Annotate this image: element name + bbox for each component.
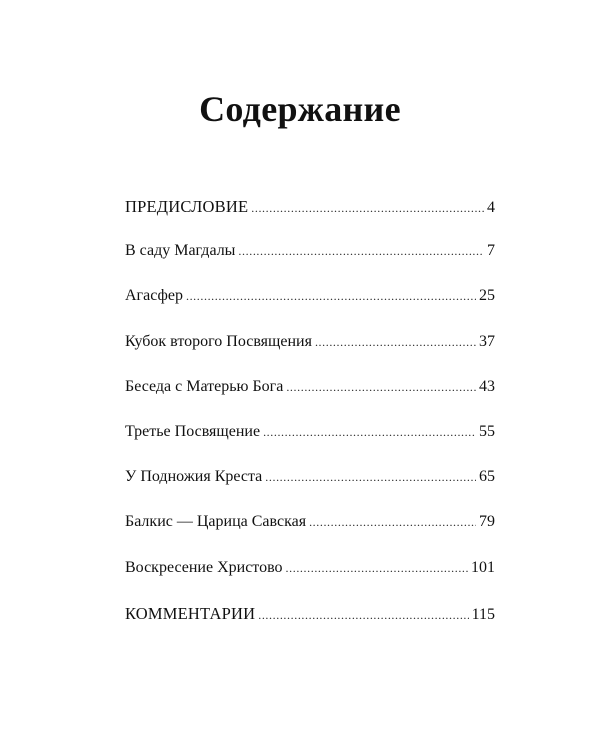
table-of-contents	[125, 197, 495, 649]
toc-entry-label: У Подножия Креста	[125, 468, 263, 486]
dot-leader	[238, 244, 484, 259]
toc-entry-resurrection	[125, 559, 495, 604]
dot-leader	[286, 380, 476, 395]
page-title: Содержание	[199, 89, 401, 129]
toc-entry-magdala-garden	[125, 242, 495, 287]
dot-leader	[258, 608, 468, 623]
toc-entry-foot-of-cross	[125, 468, 495, 513]
dot-leader	[315, 335, 476, 350]
toc-entry-label: КОММЕНТАРИИ	[125, 603, 256, 623]
toc-entry-label: Беседа с Матерью Бога	[125, 377, 284, 395]
toc-entry-page: 65	[479, 468, 495, 486]
toc-entry-balkis-queen-sheba	[125, 513, 495, 558]
toc-entry-page: 7	[487, 242, 495, 260]
toc-entry-preface	[125, 197, 495, 242]
toc-entry-page: 79	[479, 513, 495, 531]
toc-entry-page: 4	[487, 199, 495, 216]
toc-entry-ahasuerus	[125, 287, 495, 332]
toc-entry-page: 55	[479, 422, 495, 440]
toc-entry-commentary	[125, 604, 495, 649]
dot-leader	[263, 425, 476, 440]
dot-leader	[251, 201, 484, 216]
toc-entry-page: 115	[471, 605, 495, 623]
toc-entry-label: ПРЕДИСЛОВИЕ	[125, 197, 249, 216]
toc-entry-second-initiation-cup	[125, 333, 495, 378]
toc-entry-page: 25	[479, 287, 495, 305]
toc-entry-label: Кубок второго Посвящения	[125, 332, 312, 350]
dot-leader	[186, 289, 476, 304]
toc-entry-label: Балкис — Царица Савская	[125, 513, 307, 531]
toc-entry-label: Агасфер	[125, 287, 183, 305]
dot-leader	[265, 470, 476, 485]
dot-leader	[286, 561, 468, 576]
toc-entry-page: 101	[471, 558, 495, 576]
toc-entry-page: 43	[479, 377, 495, 395]
toc-entry-label: Третье Посвящение	[125, 422, 261, 440]
toc-entry-conversation-mother-of-god	[125, 378, 495, 423]
toc-entry-label: Воскресение Христово	[125, 558, 283, 576]
toc-entry-page: 37	[479, 332, 495, 350]
dot-leader	[309, 515, 476, 530]
toc-entry-third-initiation	[125, 423, 495, 468]
toc-entry-label: В саду Магдалы	[125, 242, 236, 260]
